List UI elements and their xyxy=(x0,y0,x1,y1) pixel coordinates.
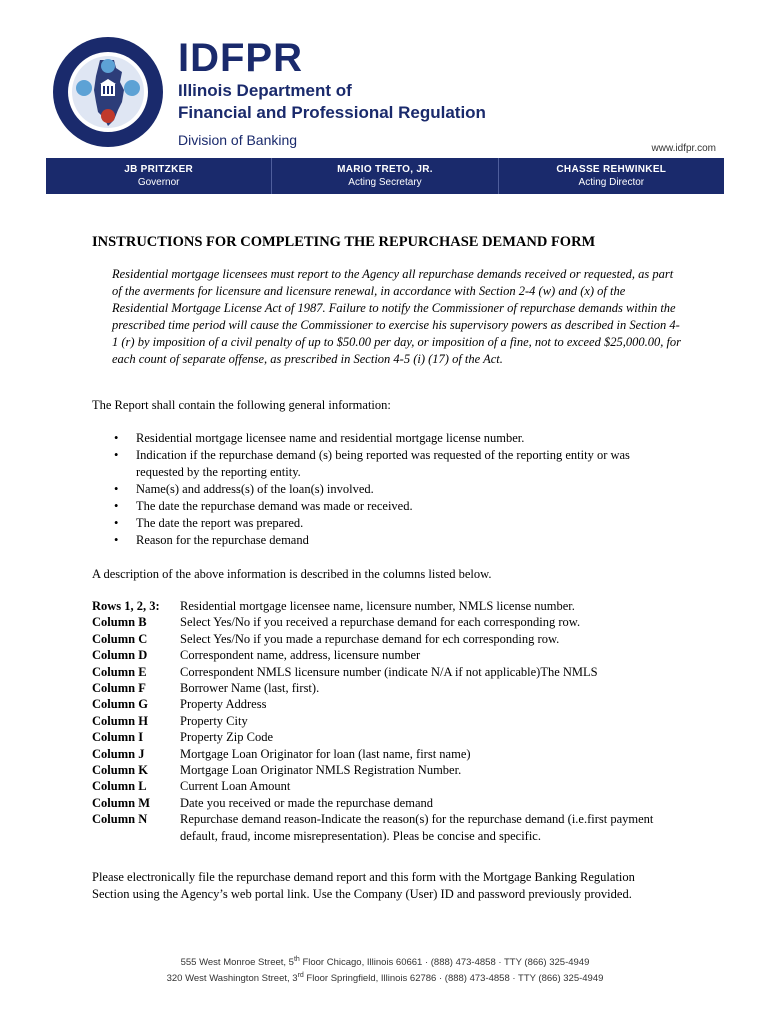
footer-chicago-address: 555 West Monroe Street, 5th Floor Chicago, Illinois 60661 · (888) 473-4858 · TTY (866) 325-4949 xyxy=(180,956,590,969)
website-url: www.idfpr.com xyxy=(651,143,716,154)
official-title: Governor xyxy=(137,177,180,188)
official-secretary xyxy=(271,158,497,194)
list-item: • Indication if the repurchase demand (s) being reported was requested of the reporting entity or was requested by the reporting entity. xyxy=(112,447,672,481)
column-description: Residential mortgage licensee name, licensure number, NMLS license number. xyxy=(180,599,575,613)
column-description: Select Yes/No if you made a repurchase demand for ech corresponding row. xyxy=(180,631,560,646)
column-description: Correspondent name, address, licensure number xyxy=(180,648,421,663)
column-description: Borrower Name (last, first). xyxy=(180,681,320,696)
column-label: Column C xyxy=(92,631,148,646)
general-info-list xyxy=(112,430,672,549)
column-description: Date you received or made the repurchase demand xyxy=(180,795,434,810)
column-description: Mortgage Loan Originator for loan (last name, first name) xyxy=(180,746,471,761)
column-row xyxy=(92,713,660,729)
column-label: Column K xyxy=(92,763,148,778)
column-label: Column G xyxy=(92,697,148,712)
official-name: MARIO TRETO, JR. xyxy=(337,164,433,175)
column-row xyxy=(92,598,660,614)
official-director xyxy=(498,158,724,194)
closing-paragraph: Please electronically file the repurchase demand report and this form with the Mortgage Banking Regulation Section using the Agency’s web portal link. Use the Company (User) ID and password previously provided. xyxy=(92,870,635,901)
column-description: Correspondent NMLS licensure number (indicate N/A if not applicable)The NMLS xyxy=(180,664,598,679)
agency-acronym: IDFPR xyxy=(178,36,303,80)
column-row xyxy=(92,762,660,778)
list-item: • Name(s) and address(s) of the loan(s) involved. xyxy=(112,481,672,498)
list-item: • Reason for the repurchase demand xyxy=(112,532,672,549)
official-title: Acting Director xyxy=(578,177,645,188)
column-label: Column H xyxy=(92,713,148,728)
column-label: Rows 1, 2, 3: xyxy=(92,599,160,613)
column-row xyxy=(92,696,660,712)
list-item: • The date the report was prepared. xyxy=(112,515,672,532)
column-label: Column L xyxy=(92,779,147,794)
column-row xyxy=(92,631,660,647)
columns-description-list xyxy=(92,598,660,844)
column-label: Column B xyxy=(92,615,147,630)
department-name-line2: Financial and Professional Regulation xyxy=(178,103,486,122)
intro-paragraph: Residential mortgage licensees must report to the Agency all repurchase demands received or requested, as part of the averments for licensure and licensure renewal, in accordance with Section 2-4 (w) and (x) of the Residential Mortgage License Act of 1987. Failure to notify the Commissioner of repurchase demands within the prescribed time period will cause the Commissioner to exercise his supervisory powers as described in Section 4-1 (r) by imposition of a civil penalty of up to $50.00 per day, or imposition of a fine, not to exceed $25,000.00, for each count of separate offense, as prescribed in Section 4-5 (i) (17) of the Act. xyxy=(112,267,682,366)
column-label: Column N xyxy=(92,812,148,827)
column-description: Select Yes/No if you received a repurchase demand for each corresponding row. xyxy=(180,615,581,630)
general-info-heading: The Report shall contain the following general information: xyxy=(92,398,391,412)
list-item: • Residential mortgage licensee name and residential mortgage license number. xyxy=(112,430,672,447)
column-description: Property City xyxy=(180,713,248,728)
column-label: Column J xyxy=(92,746,145,761)
column-row xyxy=(92,680,660,696)
idfpr-seal-logo xyxy=(52,36,164,148)
column-row xyxy=(92,811,660,844)
footer-addresses xyxy=(0,953,770,985)
column-row xyxy=(92,729,660,745)
column-label: Column E xyxy=(92,664,147,679)
column-row xyxy=(92,647,660,663)
column-description: Mortgage Loan Originator NMLS Registration Number. xyxy=(180,763,462,778)
officials-bar xyxy=(46,158,724,194)
column-label: Column F xyxy=(92,681,146,696)
columns-description-heading: A description of the above information is described in the columns listed below. xyxy=(92,567,492,581)
official-name: CHASSE REHWINKEL xyxy=(556,164,667,175)
column-row xyxy=(92,614,660,630)
official-title: Acting Secretary xyxy=(348,177,422,188)
footer-springfield-address: 320 West Washington Street, 3rd Floor Springfield, Illinois 62786 · (888) 473-4858 · TTY (866) 325-4949 xyxy=(166,972,604,985)
column-label: Column D xyxy=(92,648,148,663)
division-name: Division of Banking xyxy=(178,132,298,148)
column-row xyxy=(92,795,660,811)
column-row xyxy=(92,664,660,680)
column-description: Repurchase demand reason-Indicate the reason(s) for the repurchase demand (i.e.first payment default, fraud, income misrepresentation). Pleas be concise and specific. xyxy=(180,812,654,843)
column-label: Column I xyxy=(92,730,144,745)
column-description: Current Loan Amount xyxy=(180,779,291,794)
column-description: Property Zip Code xyxy=(180,730,274,745)
official-governor xyxy=(46,158,271,194)
column-row xyxy=(92,746,660,762)
column-label: Column M xyxy=(92,795,150,810)
department-name-line1: Illinois Department of xyxy=(178,81,352,100)
document-title: INSTRUCTIONS FOR COMPLETING THE REPURCHASE DEMAND FORM xyxy=(92,234,596,250)
official-name: JB PRITZKER xyxy=(124,164,194,175)
column-row xyxy=(92,778,660,794)
list-item: • The date the repurchase demand was made or received. xyxy=(112,498,672,515)
brand-block xyxy=(178,36,486,148)
column-description: Property Address xyxy=(180,697,267,712)
